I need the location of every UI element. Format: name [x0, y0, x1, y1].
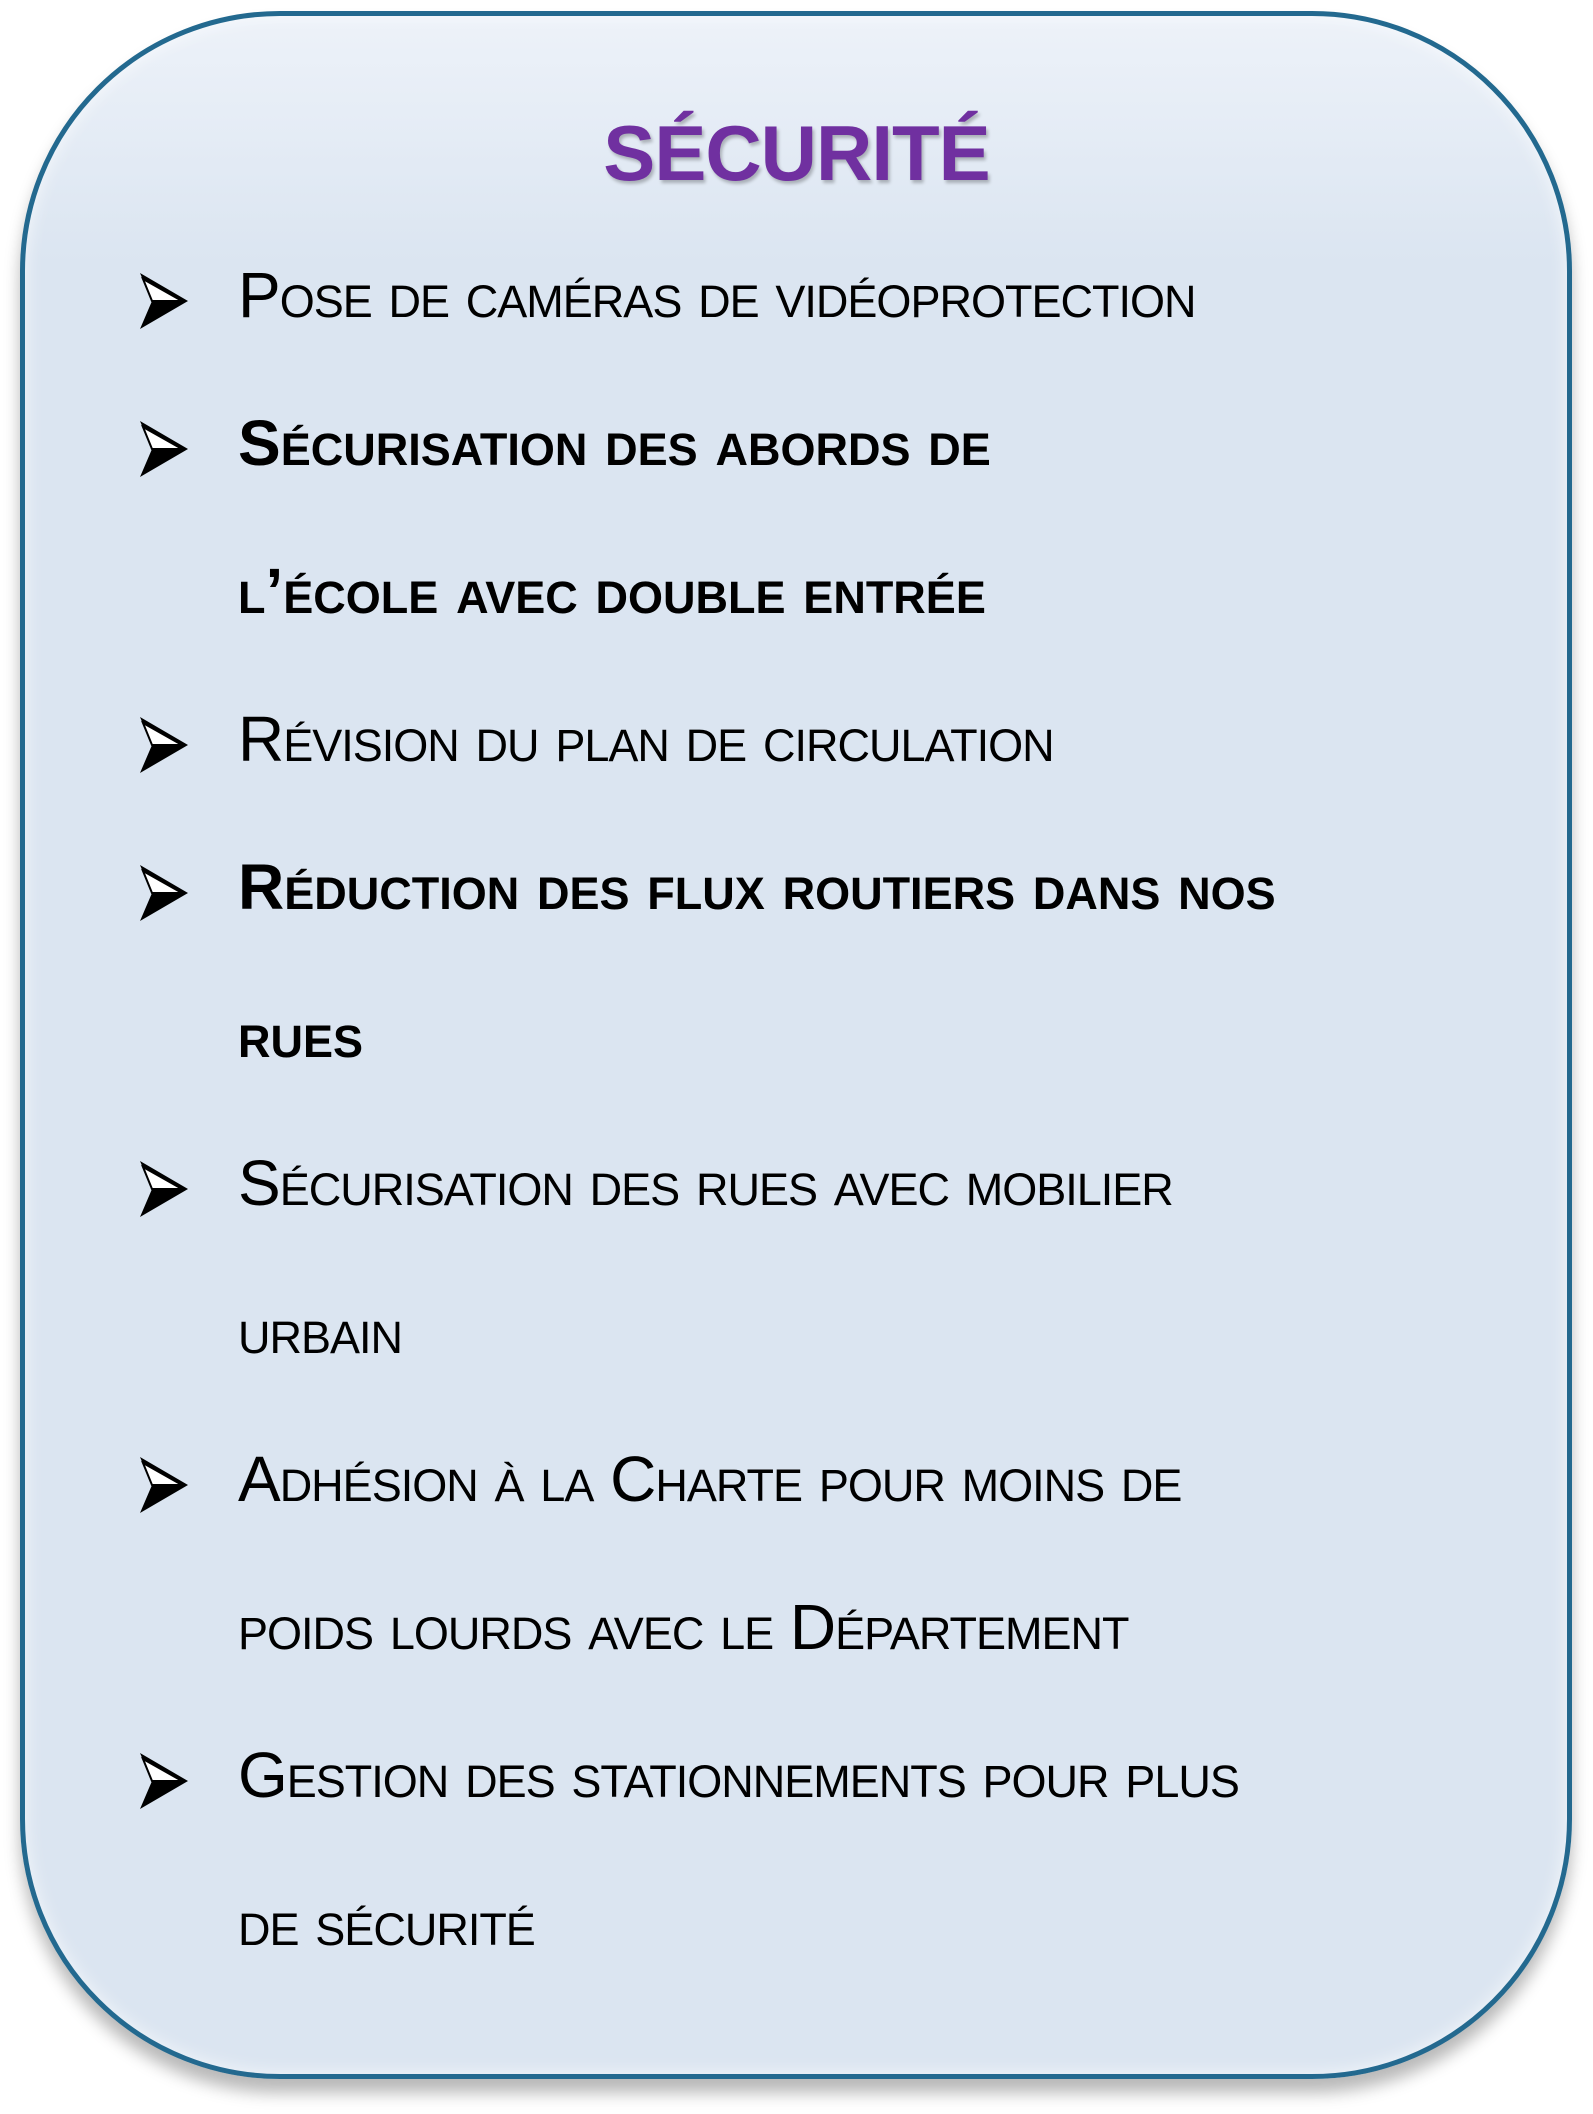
list-item-text: Sécurisation des abords de [238, 407, 991, 479]
list-item-text: Réduction des flux routiers dans nos [238, 851, 1276, 923]
list-item [0, 221, 1593, 369]
list-item-text: Sécurisation des rues avec mobilier [238, 1147, 1173, 1219]
list-item-text: l’école avec double entrée [238, 555, 986, 627]
list-item [0, 1701, 1593, 1997]
arrow-bullet-icon [138, 715, 190, 775]
arrow-bullet-icon [138, 1159, 190, 1219]
list-item [0, 665, 1593, 813]
arrow-bullet-icon [138, 1455, 190, 1515]
list-item-text: de sécurité [238, 1887, 535, 1959]
panel-title: SÉCURITÉ [603, 109, 990, 197]
list-item-text: poids lourds avec le Département [238, 1591, 1129, 1663]
list-item [0, 1109, 1593, 1405]
list-item-text: urbain [238, 1295, 403, 1367]
list-item [0, 369, 1593, 665]
list-item-text: Adhésion à la Charte pour moins de [238, 1443, 1182, 1515]
list-item [0, 1405, 1593, 1701]
arrow-bullet-icon [138, 271, 190, 331]
list-item-text: Révision du plan de circulation [238, 703, 1054, 775]
list-item-text: Gestion des stationnements pour plus [238, 1739, 1239, 1811]
list-item-text: Pose de caméras de vidéoprotection [238, 259, 1196, 331]
arrow-bullet-icon [138, 419, 190, 479]
arrow-bullet-icon [138, 863, 190, 923]
list-item-text: rues [238, 999, 364, 1071]
bullet-list [0, 221, 1593, 1997]
arrow-bullet-icon [138, 1751, 190, 1811]
list-item [0, 813, 1593, 1109]
